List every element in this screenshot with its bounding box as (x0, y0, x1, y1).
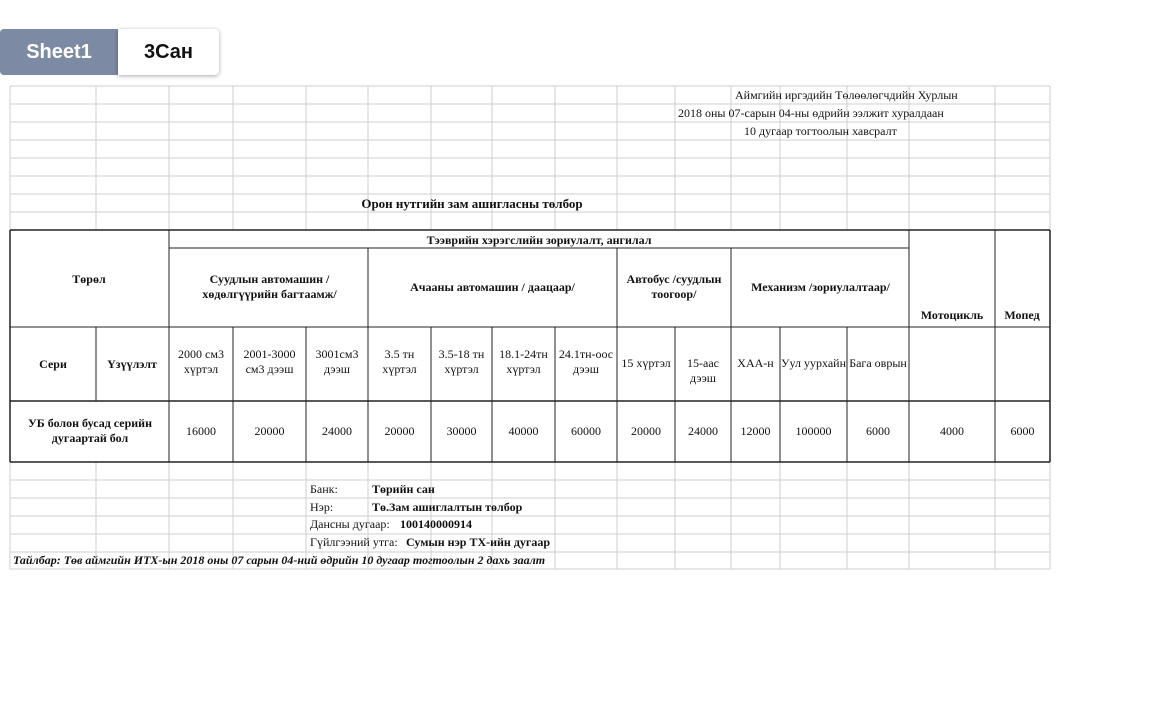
value-cell-5[interactable]: 30000 (446, 424, 477, 438)
account-value: 100140000914 (400, 517, 472, 531)
tab-3san[interactable]: 3Сан (118, 29, 219, 75)
category-motorcycle: Мотоцикль (920, 308, 984, 322)
uzuulelt-label: Үзүүлэлт (107, 357, 157, 371)
header-line-2: 2018 оны 07-сарын 04-ны өдрийн ээлжит хуралдаан (678, 106, 944, 120)
tab-sheet1[interactable]: Sheet1 (0, 29, 118, 75)
bank-value: Төрийн сан (372, 482, 435, 496)
value-cell-4[interactable]: 20000 (384, 424, 415, 438)
purpose-value: Сумын нэр ТХ-ийн дугаар (406, 535, 551, 549)
value-cell-8[interactable]: 20000 (631, 424, 661, 438)
subheader-6: 18.1-24тн хүртэл (499, 347, 548, 376)
subheader-8: 15 хүртэл (621, 356, 671, 370)
data-row-label: УБ болон бусад серийн дугаартай бол (27, 416, 152, 445)
category-mechanism: Механизм /зориулалтаар/ (751, 280, 890, 294)
category-moped: Мопед (1004, 308, 1040, 322)
subheader-10: ХАА-н (737, 356, 774, 370)
value-cell-6[interactable]: 40000 (508, 424, 539, 438)
name-value: Тө.Зам ашиглалтын төлбор (372, 500, 523, 514)
category-truck: Ачааны автомашин / даацаар/ (410, 280, 575, 294)
header-line-3: 10 дугаар тогтоолын хавсралт (744, 124, 897, 138)
seri-label: Сери (39, 357, 67, 371)
value-cell-11[interactable]: 100000 (795, 424, 832, 438)
value-cell-10[interactable]: 12000 (740, 424, 771, 438)
subheader-12: Бага оврын (849, 356, 907, 370)
category-car: Суудлын автомашин / хөдөлгүүрийн багтаамж/ (202, 272, 337, 301)
subheader-1: 2000 см3 хүртэл (178, 347, 224, 376)
value-cell-7[interactable]: 60000 (571, 424, 601, 438)
value-cell-9[interactable]: 24000 (688, 424, 718, 438)
value-cell-13[interactable]: 4000 (940, 424, 964, 438)
torol-label: Төрөл (72, 272, 106, 286)
category-bus: Автобус /суудлын тоогоор/ (626, 272, 722, 301)
value-cell-1[interactable]: 16000 (186, 424, 216, 438)
value-cell-12[interactable]: 6000 (866, 424, 890, 438)
page-title: Орон нутгийн зам ашигласны төлбор (361, 196, 583, 211)
subheader-11: Уул уурхайн (781, 356, 846, 370)
name-label: Нэр: (310, 500, 334, 514)
account-label: Дансны дугаар: (310, 517, 390, 531)
footnote: Тайлбар: Төв аймгийн ИТХ-ын 2018 оны 07 сарын 04-ний өдрийн 10 дугаар тогтоолын 2 дахь заалт (13, 553, 546, 567)
value-cell-14[interactable]: 6000 (1010, 424, 1035, 438)
group-header: Тээврийн хэрэгслийн зориулалт, ангилал (426, 233, 652, 247)
header-line-1: Аймгийн иргэдийн Төлөөлөгчдийн Хурлын (735, 88, 958, 102)
subheader-9: 15-аас дээш (687, 356, 719, 385)
bank-label: Банк: (310, 482, 338, 496)
value-cell-2[interactable]: 20000 (254, 424, 285, 438)
sheet-tabs (0, 29, 230, 75)
value-cell-3[interactable]: 24000 (322, 424, 352, 438)
subheader-5: 3.5-18 тн хүртэл (438, 347, 485, 376)
subheader-3: 3001см3 дээш (315, 347, 359, 376)
purpose-label: Гүйлгээний утга: (310, 535, 398, 549)
subheader-4: 3.5 тн хүртэл (382, 347, 417, 376)
subheader-2: 2001-3000 см3 дээш (243, 347, 296, 376)
subheader-7: 24.1тн-оос дээш (558, 347, 614, 376)
